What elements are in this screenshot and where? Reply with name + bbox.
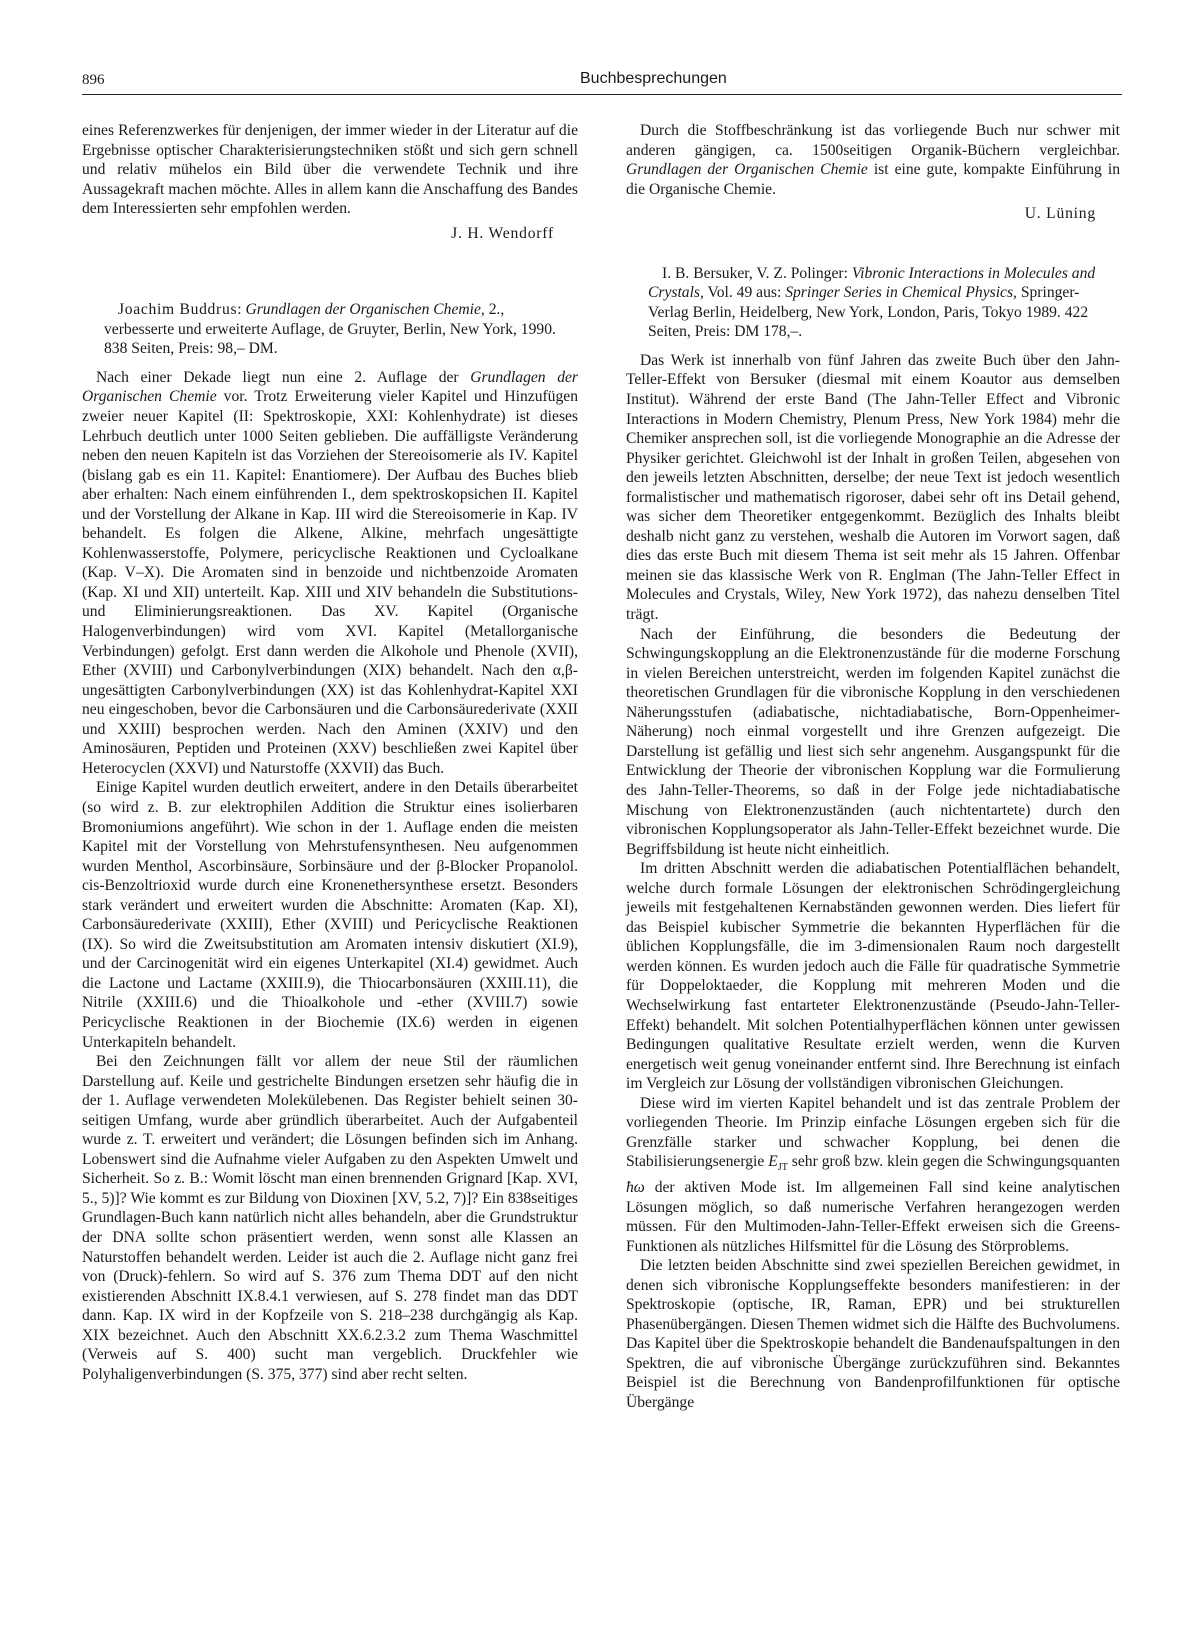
- book-series: Springer Series in Chemical Physics,: [785, 284, 1017, 302]
- review-paragraph: Nach einer Dekade liegt nun eine 2. Auflage der Grundlagen der Organischen Chemie vor. Trotz Erweiterung vieler Kapitel und Hinzufügen zweier neuer Kapitel (II: Spektroskopie, XXI: Kohlenhydrate) ist dieses Lehrbuch deutlich unter 1000 Seiten geblieben. Die auffälligste Veränderung neben den neuen Kapiteln ist das Vorziehen der Stereoisomerie als IV. Kapitel (bislang gab es ein 11. Kapitel: Enantiomere). Der Aufbau des Buches blieb aber erhalten: Nach einem einführenden I., dem spektroskopsichen II. Kapitel und der Vorstellung der Alkane in Kap. III wird die Stereoisomerie in Kap. IV behandelt. Es folgen die Alkene, Alkine, mehrfach ungesättigte Kohlenwasserstoffe, Polymere, pericyclische Reaktionen und Cycloalkane (Kap. V–X). Die Aromaten sind in benzoide und nichtbenzoide Aromaten (Kap. XI und XII) unterteilt. Kap. XIII und XIV behandeln die Substitutions- und Eliminierungsreaktionen. Das XV. Kapitel (Organische Halogenverbindungen) wird vom XVI. Kapitel (Metallorganische Verbindungen) gefolgt. Erst dann werden die Alkohole und Phenole (XVII), Ether (XVIII) und Carbonylverbindungen (XIX) behandelt. Nach den α,β-ungesättigten Carbonylverbindungen (XX) ist das Kohlenhydrat-Kapitel XXI neu eingeschoben, bevor die Carbonsäuren und die Carbonsäurederivate (XXII und XXIII) besprochen werden. Nach den Aminen (XXIV) und den Aminosäuren, Peptiden und Proteinen (XXV) beschließen zwei Kapitel über Heterocyclen (XXVI) und Naturstoffe (XXVII) das Buch.: [82, 368, 578, 777]
- review-paragraph: Nach der Einführung, die besonders die Bedeutung der Schwingungskopplung an die Elektronenzustände für die moderne Forschung in vielen Bereichen unterstreicht, werden im folgenden Kapitel zunächst die theoretischen Grundlagen für die vibronische Kopplung in den verschiedenen Näherungsstufen (adiabatische, nichtadiabatische, Born-Oppenheimer-Näherung) noch einmal vorgestellt und ihre Grenzen aufgezeigt. Die Darstellung ist gefällig und liest sich sehr angenehm. Ausgangspunkt für die Entwicklung der Theorie der vibronischen Kopplung war die Formulierung des Jahn-Teller-Theorems, so daß in der Folge jede nichtadiabatische Mischung von Elektronenzuständen (auch nichtentartete) durch den vibronischen Kopplungsoperator als Jahn-Teller-Effekt bezeichnet wurde. Die Begriffsbildung ist heute nicht einheitlich.: [626, 625, 1120, 858]
- review-paragraph: Im dritten Abschnitt werden die adiabatischen Potentialflächen behandelt, welche durch formale Lösungen der elektronischen Schrödingergleichung jeweils mit festgehaltenen Kernabständen gewonnen werden. Dies liefert für das Beispiel kubischer Symmetrie die bekannten Hyperflächen für die üblichen Kopplungsfälle, die im 3-dimensionalen Raum noch dargestellt werden können. Es wurden jedoch auch die Fälle für quadratische Symmetrie für Doppeloktaeder, die Kopplung mit mehreren Moden und die Wechselwirkung fast entarteter Elektronenzustände (Pseudo-Jahn-Teller-Effekt) behandelt. Mit solchen Potentialhyperflächen können unter gewissen Bedingungen qualitative Resultate erzielt werden, wenn die Kurven energetisch weit genug voneinander entfernt sind. Ihre Berechnung ist einfach im Vergleich zur Lösung der vollständigen vibronischen Gleichungen.: [626, 860, 1120, 1093]
- book-details: 2., verbesserte und erweiterte Auflage, de Gruyter, Berlin, New York, 1990. 838 Seiten, Preis: 98,– DM.: [104, 301, 556, 358]
- review-paragraph: Durch die Stoffbeschränkung ist das vorliegende Buch nur schwer mit anderen gängigen, ca. 1500seitigen Organik-Büchern vergleichbar. Grundlagen der Organischen Chemie ist eine gute, kompakte Einführung in die Organische Chemie.: [626, 122, 1120, 198]
- page-number: 896: [82, 72, 105, 88]
- book-authors: I. B. Bersuker, V. Z. Polinger:: [662, 264, 852, 282]
- left-column: [82, 121, 578, 1384]
- book-title: Grundlagen der Organischen Chemie,: [245, 301, 485, 319]
- right-column: [626, 121, 1120, 1413]
- review-paragraph: Einige Kapitel wurden deutlich erweitert, andere in den Details überarbeitet (so wird z. B. zur elektrophilen Addition die Struktur eines isolierbaren Bromoniumions angeführt). Wie schon in der 1. Auflage enden die meisten Kapitel mit der Vorstellung von Mehrstufensynthesen. Neu aufgenommen wurden Menthol, Ascorbinsäure, Sorbinsäure und der β-Blocker Propanolol. cis-Benzoltrioxid wurde durch eine Kronenethersynthese ersetzt. Besonders stark verändert und erweitert wurden die Abschnitte: Aromaten (Kap. XI), Carbonsäurederivate (XXIII), Ether (XVIII) und Pericyclische Reaktionen (IX). So wird die Zweitsubstitution am Aromaten intensiv diskutiert (XI.9), und der Carcinogenität wird ein eigenes Unterkapitel (XI.4) gewidmet. Auch die Lactone und Lactame (XXIII.9), die Thiocarbonsäuren (XXIII.11), die Nitrile (XXIII.6) und die Thioalkohole und -ether (XVIII.7) sowie Pericyclische Reaktionen in der Biochemie (IX.6) werden in eigenen Unterkapiteln behandelt.: [82, 779, 578, 1051]
- book-reference-buddrus: Joachim Buddrus: Grundlagen der Organischen Chemie, 2., verbesserte und erweiterte Auflage, de Gruyter, Berlin, New York, 1990. 838 Seiten, Preis: 98,– DM.: [104, 301, 556, 358]
- book-title: Vibronic Interactions in Molecules and Crystals,: [648, 264, 1096, 302]
- reviewer-signature-luening: U. Lüning: [1024, 205, 1096, 223]
- book-reference-bersuker: I. B. Bersuker, V. Z. Polinger: Vibronic Interactions in Molecules and Crystals, Vol. 49 aus: Springer Series in Chemical Physics, Springer-Verlag Berlin, Heidelberg, New York, London, Paris, Tokyo 1989. 422 Seiten, Preis: DM 178,–.: [648, 264, 1096, 341]
- review-paragraph: Das Werk ist innerhalb von fünf Jahren das zweite Buch über den Jahn-Teller-Effekt von Bersuker (diesmal mit einem Koautor aus demselben Institut). Während der erste Band (The Jahn-Teller Effect and Vibronic Interactions in Modern Chemistry, Plenum Press, New York 1984) mehr die Chemiker ansprechen soll, ist die vorliegende Monographie an die Adresse der Physiker gerichtet. Gleichwohl ist der Inhalt in großen Teilen, abgesehen von den jeweils letzten Abschnitten, derselbe; der neue Text ist jedoch wesentlich formalistischer und mathematisch rigoroser, dabei sehr oft ins Detail gehend, was sicher dem Theoretiker entgegenkommt. Bezüglich des Inhalts bleibt deshalb nicht ganz zu verstehen, weshalb die Autoren im Vorwort sagen, daß dies das erste Buch mit diesem Thema ist seit mehr als 15 Jahren. Offenbar meinen sie das klassische Werk von R. Englman (The Jahn-Teller Effect in Molecules and Crystals, Wiley, New York 1972), das nahezu denselben Titel trägt.: [626, 351, 1120, 624]
- review-paragraph: Die letzten beiden Abschnitte sind zwei speziellen Bereichen gewidmet, in denen sich vibronische Kopplungseffekte besonders manifestieren: in der Spektroskopie (optische, IR, Raman, EPR) und bei strukturellen Phasenübergängen. Diesen Themen widmet sich die Hälfte des Buchvolumens. Das Kapitel über die Spektroskopie behandelt die Bandenaufspaltungen in den Spektren, die auf vibronische Übergänge zurückzuführen sind. Bekanntes Beispiel ist die Berechnung von Bandenprofilfunktionen für optische Übergänge: [626, 1257, 1120, 1412]
- running-title: Buchbesprechungen: [580, 70, 727, 87]
- review-paragraph: Bei den Zeichnungen fällt vor allem der neue Stil der räumlichen Darstellung auf. Keile und gestrichelte Bindungen ersetzen sehr häufig die in der 1. Auflage verwendeten Molekülebenen. Das Register behielt seinen 30-seitigen Umfang, wurde aber gründlich überarbeitet. Auch der Aufgabenteil wurde z. T. erweitert und verändert; die Lösungen befinden sich im Anhang. Lobenswert sind die Aufnahme vieler Aufgaben zu den Aspekten Umwelt und Sicherheit. So z. B.: Womit löscht man einen brennenden Grignard [Kap. XVI, 5., 5)]? Wie kommt es zur Bildung von Dioxinen [XV, 5.2, 7)]? Ein 838seitiges Grundlagen-Buch kann natürlich nicht alles behandeln, aber die Grundstruktur der DNA sollte schon präsentiert werden, wenn sonst alle Klassen an Naturstoffen behandelt werden. Leider ist auch die 2. Auflage nicht ganz frei von (Druck)-fehlern. So wird auf S. 376 zum Thema DDT auf den nicht existierenden Abschnitt IX.8.4.1 verwiesen, auf S. 278 findet man das DDT dann. Kap. IX wird in der Kopfzeile von S. 218–238 durchgängig als Kap. XIX bezeichnet. Auch den Abschnitt XX.6.2.3.2 zum Thema Waschmittel (Verweis auf S. 400) sucht man vergeblich. Druckfehler wie Polyhaligenverbindungen (S. 375, 377) sind aber recht selten.: [82, 1053, 578, 1383]
- reviewer-signature-wendorff: J. H. Wendorff: [451, 224, 554, 242]
- review-paragraph: Diese wird im vierten Kapitel behandelt und ist das zentrale Problem der vorliegenden Theorie. Im Prinzip einfache Lösungen ergeben sich für die Grenzfälle starker und schwacher Kopplung, bei denen die Stabilisierungsenergie $E_{JT}$ sehr groß bzw. klein gegen die Schwingungsquanten ħω der aktiven Mode ist. Im allgemeinen Fall sind keine analytischen Lösungen möglich, so daß numerische Verfahren herangezogen werden müssen. Für den Multimoden-Jahn-Teller-Effekt erweisen sich die Greens-Funktionen als nützliches Hilfsmittel für die Lösung des Störproblems.: [626, 1094, 1120, 1255]
- book-details: Springer-Verlag Berlin, Heidelberg, New York, London, Paris, Tokyo 1989. 422 Seiten, Preis: DM 178,–.: [648, 284, 1089, 341]
- continued-paragraph: eines Referenzwerkes für denjenigen, der immer wieder in der Literatur auf die Ergebnisse optischer Charakterisierungstechniken stößt und sich gern schnell und relativ mühelos ein Bild über die verwendete Technik und ihre Aussagekraft machen möchte. Alles in allem kann die Anschaffung des Bandes dem Interessierten sehr empfohlen werden.: [82, 122, 578, 218]
- book-author: Joachim Buddrus: [118, 301, 238, 319]
- page-header: [82, 70, 1122, 95]
